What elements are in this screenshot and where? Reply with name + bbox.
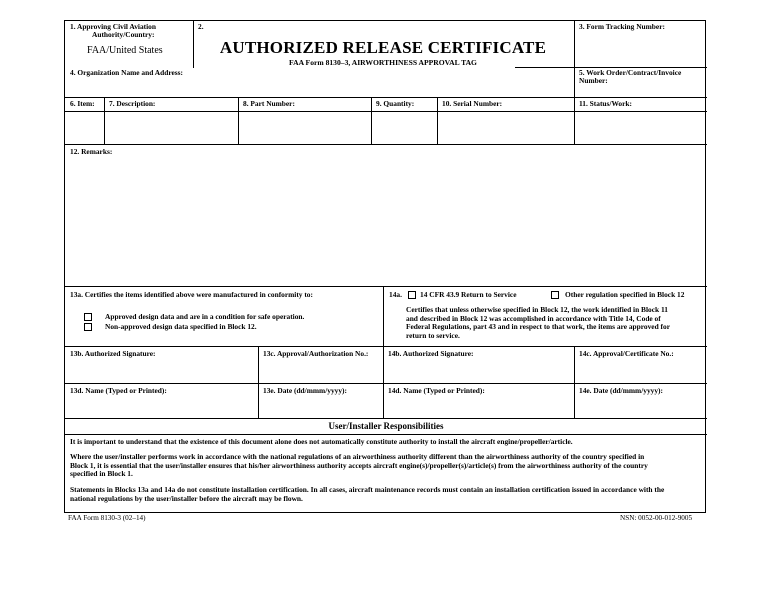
date-14e-label: 14e. Date (dd/mmm/yyyy): [579,386,663,395]
divider [437,97,438,144]
divider [65,434,707,435]
approved-design-data-label: Approved design data and are in a condition for safe operation. [105,312,305,321]
non-approved-design-data-checkbox[interactable] [84,323,92,331]
divider [574,21,575,97]
work-order-label: 5. Work Order/Contract/Invoice [579,68,682,77]
responsibilities-title: User/Installer Responsibilities [328,421,444,431]
non-approved-design-data-label: Non-approved design data specified in Block 12. [105,322,257,331]
block13a-label: 13a. Certifies the items identified above were manufactured in conformity to: [70,290,313,299]
block14a-text-line: and described in Block 12 was accomplished in accordance with Title 14, Code of [406,313,661,323]
divider [574,346,575,418]
divider [371,97,372,144]
approving-authority-value: FAA/United States [87,45,163,56]
form-tracking-number-label: 3. Form Tracking Number: [579,22,665,31]
block1-label-cont: Authority/Country: [92,30,155,39]
item-label: 6. Item: [70,99,95,108]
divider [104,97,105,144]
divider [65,346,707,347]
nsn-number: NSN: 0052-00-012-9005 [620,514,693,522]
block1-label: 1. Approving Civil Aviation [70,22,156,31]
responsibilities-paragraph: Where the user/installer performs work in accordance with the national regulations of an airworthiness authority different than the airworthiness authority of the country specified in [70,452,645,461]
form-number: FAA Form 8130-3 (02–14) [68,514,146,522]
responsibilities-paragraph: specified in Block 1. [70,469,133,478]
authorized-signature-13b-label: 13b. Authorized Signature: [70,349,156,358]
divider [258,346,259,418]
divider [65,97,707,98]
block14a-label: 14a. [389,290,402,299]
divider [65,111,707,112]
divider [238,97,239,144]
block14a-text-line: Federal Regulations, part 43 and in respect to that work, the items are approved for [406,322,670,331]
work-order-label-cont: Number: [579,76,608,85]
return-to-service-label: 14 CFR 43.9 Return to Service [420,290,517,299]
divider [65,383,707,384]
authorized-release-certificate-form [64,20,706,513]
remarks-label: 12. Remarks: [70,147,113,156]
form-title: AUTHORIZED RELEASE CERTIFICATE [219,38,547,57]
block14a-text-line: Certifies that unless otherwise specified in Block 12, the work identified in Block 11 [406,305,668,314]
divider [65,286,707,287]
divider [574,97,575,144]
responsibilities-paragraph: Block 1, it is essential that the user/installer ensures that his/her airworthiness authority accepts aircraft engine(s)/propeller(s)/article(s) from the airworthiness authority of the country [70,460,648,470]
responsibilities-paragraph: Statements in Blocks 13a and 14a do not constitute installation certification. In all cases, aircraft maintenance records must contain an installation certification issued in accordance with the [70,485,665,494]
block2-label: 2. [198,22,204,31]
status-work-label: 11. Status/Work: [579,99,632,108]
date-13e-label: 13e. Date (dd/mmm/yyyy): [263,386,347,395]
other-regulation-label: Other regulation specified in Block 12 [565,290,685,299]
approved-design-data-checkbox[interactable] [84,313,92,321]
responsibilities-paragraph: national regulations by the user/installer before the aircraft may be flown. [70,493,303,503]
serial-number-label: 10. Serial Number: [442,99,503,108]
responsibilities-paragraph: It is important to understand that the existence of this document alone does not automatically constitute authority to install the aircraft engine/propeller/article. [70,437,573,446]
return-to-service-checkbox[interactable] [408,291,416,299]
divider [383,286,384,418]
name-14d-label: 14d. Name (Typed or Printed): [388,386,485,395]
approval-authorization-no-label: 13c. Approval/Authorization No.: [263,349,369,358]
part-number-label: 8. Part Number: [243,99,295,108]
organization-label: 4. Organization Name and Address: [70,68,183,77]
divider [65,144,707,145]
name-13d-label: 13d. Name (Typed or Printed): [70,386,167,395]
divider [65,418,707,419]
quantity-label: 9. Quantity: [376,99,415,108]
form-subtitle: FAA Form 8130–3, AIRWORTHINESS APPROVAL TAG [289,58,477,67]
authorized-signature-14b-label: 14b. Authorized Signature: [388,349,474,358]
approval-certificate-no-label: 14c. Approval/Certificate No.: [579,349,674,358]
other-regulation-checkbox[interactable] [551,291,559,299]
block14a-text-line: return to service. [406,330,460,340]
description-label: 7. Description: [109,99,156,108]
divider [193,21,194,68]
